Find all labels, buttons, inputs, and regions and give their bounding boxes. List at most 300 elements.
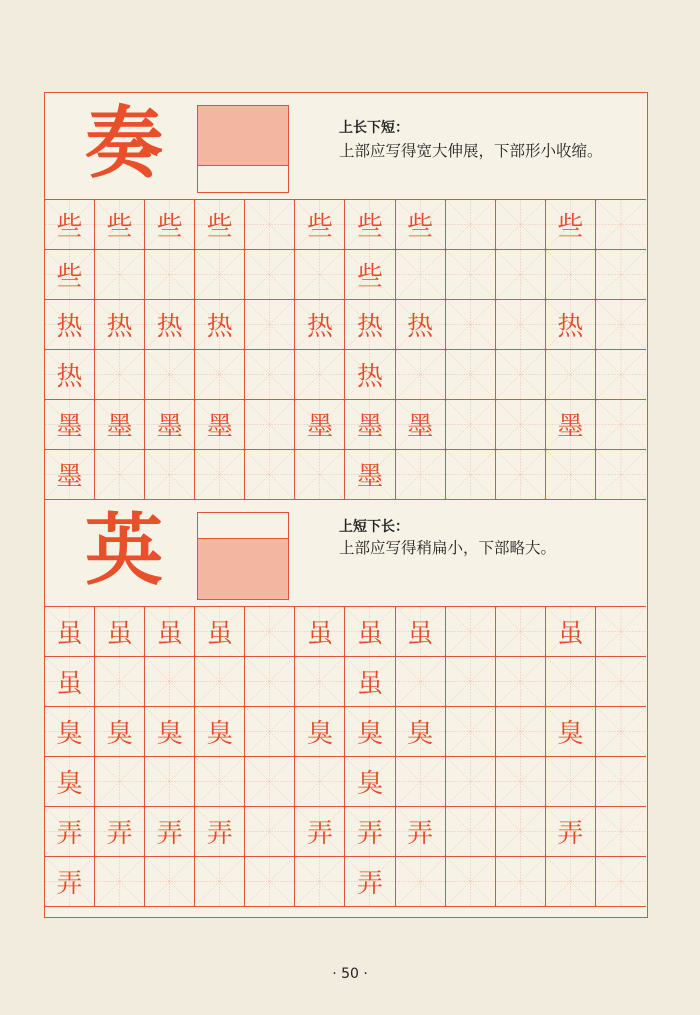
mi-guide-lines [596,350,646,399]
practice-character: 弄 [56,819,83,849]
practice-character: 弄 [56,869,83,899]
rule-text: 上部应写得宽大伸展，下部形小收缩。 [339,142,603,160]
grid-cell [496,450,546,500]
practice-character: 臭 [306,719,333,749]
grid-cell [546,300,596,350]
mi-guide-lines [446,607,495,656]
mi-guide-lines [446,707,495,756]
grid-cell [295,250,345,300]
grid-cell [245,200,295,250]
grid-cell [295,757,345,807]
mi-guide-lines [295,450,344,499]
grid-cell [446,350,496,400]
grid-cell [596,607,646,657]
grid-cell [245,607,295,657]
practice-character: 热 [357,312,384,342]
practice-character: 些 [357,262,384,292]
grid-cell [496,400,546,450]
mi-guide-lines [496,350,545,399]
grid-cell [95,857,145,907]
mi-guide-lines [496,607,545,656]
mi-guide-lines [396,250,445,299]
grid-cell [245,657,295,707]
practice-character: 臭 [56,719,83,749]
mi-guide-lines [496,857,545,906]
swatch-top-part [198,513,288,539]
mi-guide-lines [446,857,495,906]
grid-cell [45,707,95,757]
rule-text: 上部应写得稍扁小，下部略大。 [339,539,557,557]
practice-character: 虽 [557,619,584,649]
practice-character: 臭 [56,769,83,799]
mi-guide-lines [145,857,194,906]
mi-guide-lines [195,450,244,499]
practice-character: 些 [306,212,333,242]
grid-cell [245,857,295,907]
grid-cell [546,607,596,657]
mi-guide-lines [496,300,545,349]
grid-cell [446,657,496,707]
grid-cell [95,657,145,707]
grid-cell [446,450,496,500]
mi-guide-lines [245,757,294,806]
mi-guide-lines [245,450,294,499]
grid-cell [195,300,245,350]
mi-guide-lines [245,607,294,656]
grid-cell [496,607,546,657]
practice-character: 墨 [56,462,83,492]
grid-cell [396,350,446,400]
mi-guide-lines [195,857,244,906]
grid-cell [396,250,446,300]
practice-character: 些 [557,212,584,242]
grid-cell [345,300,395,350]
grid-cell [596,250,646,300]
mi-guide-lines [446,200,495,249]
practice-character: 弄 [557,819,584,849]
grid-cell [446,707,496,757]
section-2-header [45,500,646,606]
grid-cell [295,707,345,757]
grid-cell [546,450,596,500]
grid-cell [45,350,95,400]
grid-cell [546,250,596,300]
practice-character: 热 [156,312,183,342]
grid-cell [345,757,395,807]
grid-cell [596,350,646,400]
practice-character: 些 [407,212,434,242]
mi-guide-lines [95,450,144,499]
grid-cell [195,707,245,757]
practice-character: 弄 [206,819,233,849]
practice-character: 虽 [306,619,333,649]
grid-cell [145,200,195,250]
mi-guide-lines [496,807,545,856]
grid-cell [345,250,395,300]
practice-character: 弄 [156,819,183,849]
grid-cell [546,757,596,807]
mi-guide-lines [295,757,344,806]
grid-cell [145,250,195,300]
mi-guide-lines [596,250,646,299]
grid-cell [596,657,646,707]
rule-title: 上长下短： [339,120,409,136]
practice-character: 墨 [156,412,183,442]
mi-guide-lines [596,450,646,499]
grid-cell [45,807,95,857]
grid-cell [245,250,295,300]
mi-guide-lines [95,250,144,299]
practice-character: 墨 [56,412,83,442]
mi-guide-lines [446,807,495,856]
practice-character: 虽 [56,619,83,649]
grid-cell [145,657,195,707]
mi-guide-lines [396,450,445,499]
mi-guide-lines [245,807,294,856]
grid-cell [195,400,245,450]
grid-cell [95,807,145,857]
grid-cell [295,350,345,400]
mi-guide-lines [396,757,445,806]
practice-character: 热 [56,362,83,392]
grid-cell [446,400,496,450]
grid-cell [496,250,546,300]
grid-cell [546,400,596,450]
grid-cell [145,450,195,500]
practice-character: 臭 [407,719,434,749]
grid-cell [195,200,245,250]
practice-character: 臭 [106,719,133,749]
mi-guide-lines [446,250,495,299]
grid-cell [295,400,345,450]
grid-cell [396,657,446,707]
mi-guide-lines [145,450,194,499]
practice-character: 热 [407,312,434,342]
mi-guide-lines [596,857,646,906]
grid-cell [95,707,145,757]
mi-guide-lines [396,350,445,399]
practice-character: 弄 [407,819,434,849]
mi-guide-lines [95,657,144,706]
mi-guide-lines [596,757,646,806]
mi-guide-lines [596,200,646,249]
mi-guide-lines [546,450,595,499]
grid-cell [496,200,546,250]
mi-guide-lines [596,657,646,706]
grid-cell [45,607,95,657]
practice-character: 些 [357,212,384,242]
grid-cell [295,450,345,500]
grid-cell [95,607,145,657]
grid-cell [295,300,345,350]
grid-cell [396,607,446,657]
grid-cell [596,450,646,500]
grid-cell [45,250,95,300]
mi-guide-lines [396,657,445,706]
mi-guide-lines [195,250,244,299]
mi-guide-lines [145,757,194,806]
model-character: 奏 [85,98,164,189]
grid-cell [396,757,446,807]
mi-guide-lines [245,350,294,399]
grid-cell [195,607,245,657]
practice-character: 虽 [407,619,434,649]
grid-cell [195,857,245,907]
mi-guide-lines [95,857,144,906]
grid-cell [45,450,95,500]
swatch-bottom-part [198,539,288,599]
rule-title: 上短下长： [339,519,409,535]
grid-cell [446,857,496,907]
practice-character: 臭 [156,719,183,749]
grid-cell [45,200,95,250]
grid-cell [596,857,646,907]
practice-character: 些 [56,262,83,292]
grid-cell [546,657,596,707]
mi-guide-lines [245,707,294,756]
grid-cell [345,400,395,450]
grid-cell [195,250,245,300]
practice-character: 些 [156,212,183,242]
mi-guide-lines [245,657,294,706]
grid-cell [496,707,546,757]
grid-cell [245,400,295,450]
grid-cell [95,250,145,300]
grid-cell [195,757,245,807]
practice-grid [45,199,646,500]
grid-cell [496,300,546,350]
mi-guide-lines [145,657,194,706]
practice-character: 臭 [357,719,384,749]
grid-cell [295,200,345,250]
grid-cell [546,857,596,907]
practice-character: 些 [206,212,233,242]
mi-guide-lines [496,707,545,756]
practice-character: 墨 [357,412,384,442]
grid-cell [95,350,145,400]
mi-guide-lines [245,400,294,449]
grid-cell [496,350,546,400]
grid-cell [345,607,395,657]
mi-guide-lines [596,607,646,656]
practice-character: 虽 [156,619,183,649]
mi-guide-lines [145,250,194,299]
grid-cell [145,757,195,807]
practice-character: 热 [206,312,233,342]
mi-guide-lines [95,350,144,399]
grid-cell [396,807,446,857]
grid-cell [45,400,95,450]
grid-cell [245,350,295,400]
practice-character: 热 [106,312,133,342]
practice-character: 弄 [106,819,133,849]
grid-cell [446,200,496,250]
mi-guide-lines [546,857,595,906]
practice-character: 墨 [106,412,133,442]
mi-guide-lines [496,657,545,706]
grid-cell [145,707,195,757]
mi-guide-lines [295,857,344,906]
mi-guide-lines [245,857,294,906]
practice-character: 热 [306,312,333,342]
grid-cell [345,450,395,500]
practice-character: 臭 [557,719,584,749]
grid-cell [546,350,596,400]
grid-cell [295,657,345,707]
grid-cell [345,350,395,400]
practice-character: 热 [557,312,584,342]
grid-cell [245,707,295,757]
grid-cell [446,300,496,350]
practice-character: 弄 [306,819,333,849]
grid-cell [45,857,95,907]
practice-character: 臭 [357,769,384,799]
grid-cell [345,707,395,757]
structure-swatch [197,512,289,600]
mi-guide-lines [195,757,244,806]
practice-grid [45,606,646,907]
mi-guide-lines [546,757,595,806]
grid-cell [596,300,646,350]
grid-cell [596,400,646,450]
grid-cell [446,757,496,807]
model-character: 英 [85,505,164,596]
grid-cell [45,300,95,350]
grid-cell [596,757,646,807]
grid-cell [496,657,546,707]
grid-cell [596,807,646,857]
mi-guide-lines [496,757,545,806]
grid-cell [95,200,145,250]
grid-cell [195,657,245,707]
grid-cell [45,757,95,807]
practice-character: 热 [56,312,83,342]
mi-guide-lines [195,350,244,399]
grid-cell [245,807,295,857]
grid-cell [345,807,395,857]
mi-guide-lines [446,757,495,806]
grid-cell [195,450,245,500]
practice-character: 虽 [56,669,83,699]
mi-guide-lines [245,300,294,349]
mi-guide-lines [546,657,595,706]
mi-guide-lines [295,350,344,399]
grid-cell [496,857,546,907]
mi-guide-lines [496,250,545,299]
grid-cell [245,450,295,500]
grid-cell [496,757,546,807]
mi-guide-lines [245,200,294,249]
grid-cell [446,607,496,657]
practice-character: 热 [357,362,384,392]
grid-cell [396,450,446,500]
mi-guide-lines [446,657,495,706]
grid-cell [396,200,446,250]
swatch-top-part [198,106,288,166]
grid-cell [45,657,95,707]
mi-guide-lines [295,657,344,706]
grid-cell [596,200,646,250]
mi-guide-lines [496,450,545,499]
grid-cell [145,350,195,400]
grid-cell [546,807,596,857]
structure-swatch [197,105,289,193]
practice-character: 些 [56,212,83,242]
practice-character: 墨 [557,412,584,442]
grid-cell [95,300,145,350]
grid-cell [546,707,596,757]
practice-character: 虽 [357,619,384,649]
mi-guide-lines [446,400,495,449]
mi-guide-lines [596,707,646,756]
grid-cell [396,300,446,350]
practice-character: 墨 [306,412,333,442]
grid-cell [195,807,245,857]
grid-cell [145,400,195,450]
grid-cell [295,807,345,857]
practice-character: 弄 [357,819,384,849]
grid-cell [446,250,496,300]
practice-character: 虽 [106,619,133,649]
grid-cell [295,607,345,657]
grid-cell [295,857,345,907]
swatch-bottom-part [198,166,288,192]
mi-guide-lines [446,350,495,399]
mi-guide-lines [95,757,144,806]
mi-guide-lines [145,350,194,399]
mi-guide-lines [496,200,545,249]
grid-cell [245,757,295,807]
grid-cell [95,450,145,500]
mi-guide-lines [396,857,445,906]
practice-character: 臭 [206,719,233,749]
grid-cell [145,607,195,657]
grid-cell [396,857,446,907]
mi-guide-lines [596,300,646,349]
mi-guide-lines [496,400,545,449]
grid-cell [496,807,546,857]
mi-guide-lines [295,250,344,299]
practice-character: 弄 [357,869,384,899]
mi-guide-lines [245,250,294,299]
practice-sheet [44,92,648,918]
grid-cell [546,200,596,250]
section-1-header [45,93,646,199]
practice-character: 虽 [357,669,384,699]
mi-guide-lines [195,657,244,706]
grid-cell [145,857,195,907]
practice-character: 虽 [206,619,233,649]
grid-cell [95,400,145,450]
practice-character: 墨 [206,412,233,442]
grid-cell [396,707,446,757]
mi-guide-lines [546,250,595,299]
grid-cell [596,707,646,757]
grid-cell [145,300,195,350]
grid-cell [245,300,295,350]
practice-character: 墨 [407,412,434,442]
mi-guide-lines [546,350,595,399]
grid-cell [446,807,496,857]
practice-character: 墨 [357,462,384,492]
grid-cell [345,857,395,907]
mi-guide-lines [446,450,495,499]
mi-guide-lines [446,300,495,349]
mi-guide-lines [596,400,646,449]
grid-cell [145,807,195,857]
practice-character: 些 [106,212,133,242]
grid-cell [95,757,145,807]
